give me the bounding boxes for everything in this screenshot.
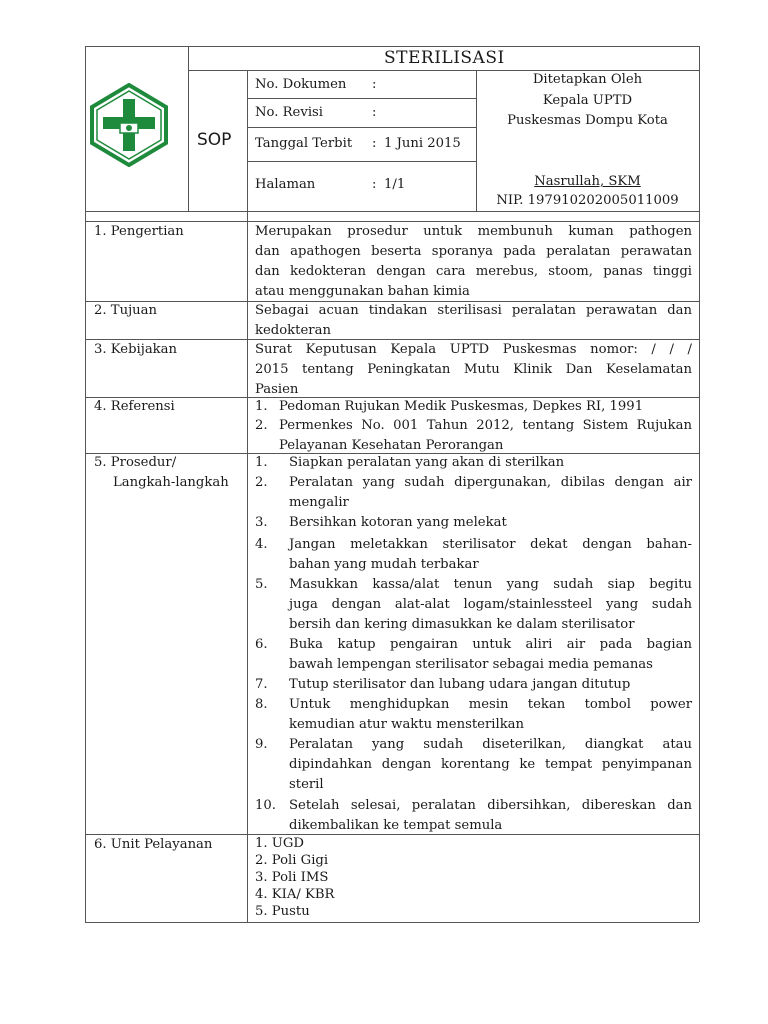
border-bottom — [85, 922, 699, 923]
divider — [247, 161, 476, 162]
text-line: Jangan meletakkan sterilisator dekat dengan bahan- — [289, 537, 692, 552]
text-line: steril — [289, 777, 324, 792]
unit-item: 2. Poli Gigi — [255, 853, 329, 868]
section-label: 6. Unit Pelayanan — [94, 837, 213, 852]
text-line: Permenkes No. 001 Tahun 2012, tentang Sistem Rujukan — [279, 418, 692, 433]
step-number: 5. — [255, 577, 268, 592]
divider — [247, 98, 476, 99]
text-line: kedokteran — [255, 323, 331, 338]
text-line: dikembalikan ke tempat semula — [289, 818, 503, 833]
list-item — [279, 416, 692, 456]
field-value: 1 Juni 2015 — [384, 136, 461, 151]
text-line: Masukkan kassa/alat tenun yang sudah siap begitu — [289, 577, 692, 592]
step-text — [289, 535, 692, 575]
field-label: No. Revisi — [255, 105, 324, 120]
section-content — [255, 222, 692, 302]
puskesmas-logo-icon — [89, 83, 169, 167]
unit-item: 5. Pustu — [255, 904, 310, 919]
text-line: juga dengan alat-alat logam/stainlessteel yang sudah — [289, 597, 692, 612]
text-line: atau menggunakan bahan kimia — [255, 284, 470, 299]
section-label: 4. Referensi — [94, 399, 175, 414]
list-item: Pedoman Rujukan Medik Puskesmas, Depkes RI, 1991 — [279, 399, 644, 414]
text-line: Sebagai acuan tindakan sterilisasi peralatan perawatan dan — [255, 303, 692, 318]
list-number: 2. — [255, 418, 268, 433]
section-label: 3. Kebijakan — [94, 342, 178, 357]
unit-item: 3. Poli IMS — [255, 870, 329, 885]
section-label: Langkah-langkah — [113, 475, 229, 490]
divider — [247, 211, 248, 922]
text-line: dipindahkan dengan korentang ke tempat penyimpanan — [289, 757, 692, 772]
section-label: 5. Prosedur/ — [94, 455, 177, 470]
step-number: 6. — [255, 637, 268, 652]
step-number: 3. — [255, 515, 268, 530]
text-line: mengalir — [289, 495, 349, 510]
text-line: dan kedokteran dengan cara merebus, stoom, panas tinggi — [255, 264, 692, 279]
step-text — [289, 796, 692, 836]
border-right — [699, 46, 700, 922]
field-sep: : — [372, 105, 377, 120]
step-number: 10. — [255, 798, 276, 813]
field-value: 1/1 — [384, 177, 406, 192]
text-line: Pasien — [255, 382, 299, 397]
text-line: Surat Keputusan Kepala UPTD Puskesmas nomor: / / / — [255, 342, 692, 357]
divider — [247, 70, 248, 211]
field-label: Halaman — [255, 177, 316, 192]
text-line: dan apathogen beserta sporanya pada peralatan perawatan — [255, 244, 692, 259]
text-line: Buka katup pengairan untuk aliri air pada bagian — [289, 637, 692, 652]
text-line: kemudian atur waktu mensterilkan — [289, 717, 525, 732]
step-text — [289, 695, 692, 735]
field-sep: : — [372, 136, 377, 151]
approver-nip: NIP. 197910202005011009 — [496, 193, 679, 208]
approval-line: Kepala UPTD — [542, 93, 633, 108]
text-line: bahan yang mudah terbakar — [289, 557, 479, 572]
section-content — [255, 301, 692, 341]
step-text — [289, 575, 692, 635]
sop-label: SOP — [197, 130, 232, 150]
step-text — [289, 735, 692, 795]
approver-name: Nasrullah, SKM — [534, 174, 641, 189]
text-line: 2015 tentang Peningkatan Mutu Klinik Dan Keselamatan — [255, 362, 692, 377]
step-text: Siapkan peralatan yang akan di sterilkan — [289, 455, 565, 470]
text-line: bawah lempengan sterilisator sebagai media pemanas — [289, 657, 653, 672]
step-text — [289, 635, 692, 675]
text-line: Pelayanan Kesehatan Perorangan — [279, 438, 504, 453]
step-text: Tutup sterilisator dan lubang udara jangan ditutup — [289, 677, 631, 692]
step-number: 9. — [255, 737, 268, 752]
divider — [247, 127, 476, 128]
text-line: Setelah selesai, peralatan dibersihkan, dibereskan dan — [289, 798, 692, 813]
field-label: Tanggal Terbit — [255, 136, 353, 151]
step-number: 1. — [255, 455, 268, 470]
step-text — [289, 473, 692, 513]
text-line: Untuk menghidupkan mesin tekan tombol power — [289, 697, 692, 712]
list-number: 1. — [255, 399, 268, 414]
approval-line: Puskesmas Dompu Kota — [507, 113, 668, 128]
step-number: 7. — [255, 677, 268, 692]
field-sep: : — [372, 177, 377, 192]
divider — [85, 211, 699, 212]
approval-line: Ditetapkan Oleh — [532, 72, 643, 87]
step-text: Bersihkan kotoran yang melekat — [289, 515, 507, 530]
document-title: STERILISASI — [384, 48, 505, 68]
text-line: bersih dan kering dimasukkan ke dalam sterilisator — [289, 617, 635, 632]
border-top — [85, 46, 699, 47]
field-sep: : — [372, 77, 377, 92]
field-label: No. Dokumen — [255, 77, 347, 92]
border-left — [85, 46, 86, 922]
step-number: 2. — [255, 475, 268, 490]
text-line: Peralatan yang sudah dipergunakan, dibilas dengan air — [289, 475, 692, 490]
step-number: 8. — [255, 697, 268, 712]
unit-item: 4. KIA/ KBR — [255, 887, 335, 902]
section-label: 1. Pengertian — [94, 224, 184, 239]
text-line: Peralatan yang sudah diseterilkan, diangkat atau — [289, 737, 692, 752]
text-line: Merupakan prosedur untuk membunuh kuman pathogen — [255, 224, 692, 239]
unit-item: 1. UGD — [255, 836, 304, 851]
section-label: 2. Tujuan — [94, 303, 158, 318]
step-number: 4. — [255, 537, 268, 552]
section-content — [255, 340, 692, 400]
